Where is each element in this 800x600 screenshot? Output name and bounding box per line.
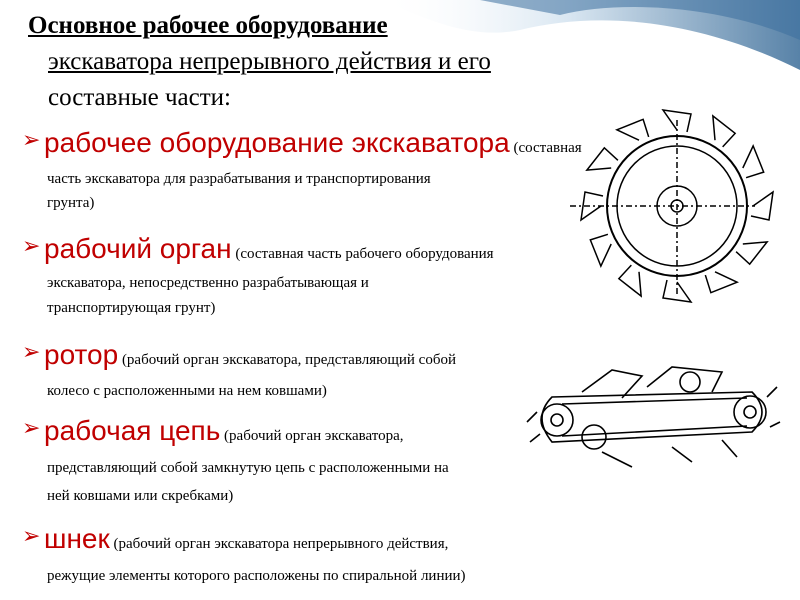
desc-line: колесо с расположенными на нем ковшами) — [47, 383, 327, 399]
term: ротор — [44, 339, 119, 370]
desc-line: режущие элементы которого расположены по спиральной линии) — [47, 568, 466, 584]
term: рабочий орган — [44, 233, 232, 264]
desc-line: экскаватора, непосредственно разрабатывающая и — [47, 275, 369, 291]
desc-line: представляющий собой замкнутую цепь с расположенными на — [47, 460, 449, 476]
desc-first: (составная часть рабочего оборудования — [231, 246, 494, 262]
desc-line: ней ковшами или скребками) — [47, 488, 234, 504]
arrow-bullet-icon: ➢ — [22, 234, 41, 259]
desc-first: (составная — [509, 140, 582, 156]
term: рабочая цепь — [44, 415, 221, 446]
arrow-bullet-icon: ➢ — [22, 416, 41, 441]
arrow-bullet-icon: ➢ — [22, 524, 41, 549]
title-line-1: Основное рабочее оборудование — [28, 12, 388, 39]
arrow-bullet-icon: ➢ — [22, 128, 41, 153]
term: шнек — [44, 523, 110, 554]
list-item-working-equipment — [22, 126, 612, 213]
list-item-auger — [22, 522, 612, 591]
desc-first: (рабочий орган экскаватора, — [220, 428, 404, 444]
term: рабочее оборудование экскаватора — [44, 127, 510, 158]
title-line-2: экскаватора непрерывного действия и его — [48, 48, 491, 75]
desc-first: (рабочий орган экскаватора, представляющий собой — [118, 352, 456, 368]
list-item-bucket-chain — [22, 414, 612, 509]
desc-line: грунта) — [47, 195, 95, 211]
desc-line: транспортирующая грунт) — [47, 300, 216, 316]
arrow-bullet-icon: ➢ — [22, 340, 41, 365]
title-line-3: составные части: — [48, 84, 231, 111]
desc-line: часть экскаватора для разрабатывания и транспортирования — [47, 171, 431, 187]
slide-title — [28, 8, 628, 116]
list-item-rotor — [22, 338, 612, 405]
list-item-working-organ — [22, 232, 612, 321]
desc-first: (рабочий орган экскаватора непрерывного действия, — [109, 536, 449, 552]
